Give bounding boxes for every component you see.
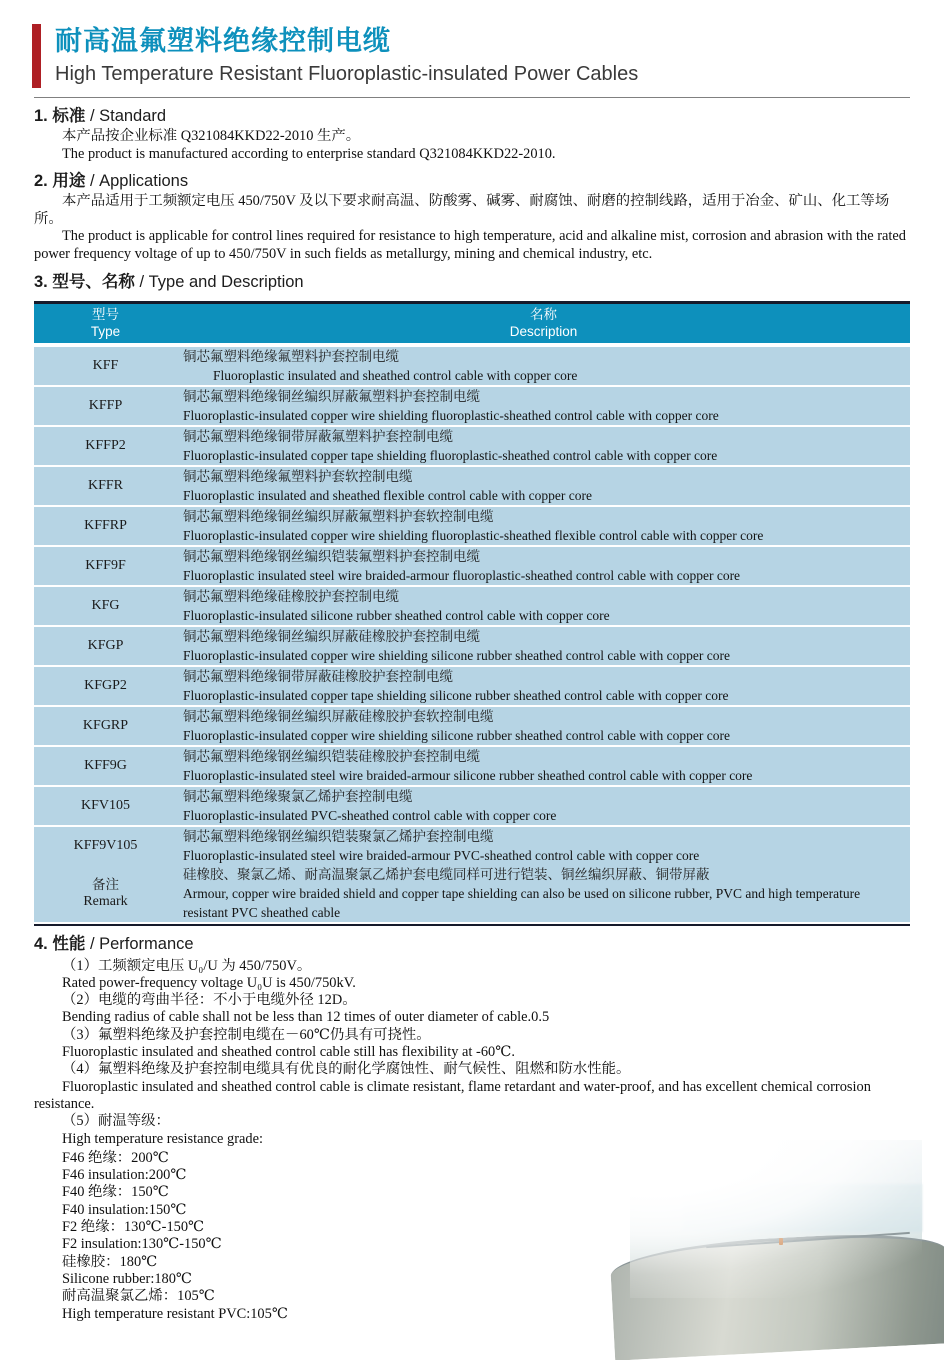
table-row [34,787,910,825]
cable-desc-en: Fluoroplastic-insulated copper wire shielding fluoroplastic-sheathed flexible control cable with copper core [183,527,764,543]
applications-text-zh: 本产品适用于工频额定电压 450/750V 及以下要求耐高温、防酸雾、碱雾、耐腐蚀、耐磨的控制线路，适用于冶金、矿山、化工等场所。 [34,193,890,227]
title-block [55,24,638,88]
cable-desc-cell [177,587,910,625]
cable-desc-cell [177,747,910,785]
cable-type: KFFP2 [85,438,126,454]
page-title-en: High Temperature Resistant Fluoroplastic-insulated Power Cables [55,63,639,85]
cable-type: KFGP [87,638,124,654]
cable-desc-zh: 铜芯氟塑料绝缘硅橡胶护套控制电缆 [183,588,399,604]
type-description-table [34,301,910,926]
page-header [32,24,910,88]
cable-type: KFGRP [82,718,129,734]
table-header-type-zh: 型号 [92,306,119,322]
remark-label-en: Remark [83,894,128,910]
cable-desc-en: Fluoroplastic insulated and sheathed flexible control cable with copper core [183,487,592,503]
cable-type-cell [34,427,177,465]
temperature-grade-line: 硅橡胶：180℃ [62,1253,158,1270]
heading-en: / Standard [85,107,167,125]
table-header-type-en: Type [90,323,121,339]
cable-type: KFF9G [84,758,127,774]
cable-type: KFGP2 [84,678,127,694]
cable-desc-zh: 铜芯氟塑料绝缘钢丝编织铠装硅橡胶护套控制电缆 [183,748,480,764]
performance-item-zh: （4）氟塑料绝缘及护套控制电缆具有优良的耐化学腐蚀性、耐气候性、阻燃和防水性能。 [62,1061,631,1078]
section-applications-heading [34,169,910,193]
cable-type-cell [34,587,177,625]
table-header-row [34,304,910,343]
cable-type-cell [34,507,177,545]
cable-desc-zh: 铜芯氟塑料绝缘铜丝编织屏蔽硅橡胶护套软控制电缆 [183,708,494,724]
temperature-grade-line: F40 insulation:150℃ [62,1201,187,1218]
section-applications [34,169,910,263]
performance-item-zh: （3）氟塑料绝缘及护套控制电缆在－60℃仍具有可挠性。 [62,1026,431,1043]
catalog-page [22,24,922,1322]
remark-type-cell [34,865,177,922]
table-header-description [177,306,910,340]
cable-type: KFV105 [80,798,130,814]
cable-desc-en: Fluoroplastic-insulated PVC-sheathed control cable with copper core [183,807,557,823]
remark-label-zh: 备注 [92,877,119,893]
performance-grades [34,1150,910,1323]
section-performance-heading [34,932,910,956]
cable-desc-en: Fluoroplastic insulated steel wire braided-armour fluoroplastic-sheathed control cable with copper core [183,567,741,583]
table-header-type [34,306,177,340]
temperature-grade-line: F46 insulation:200℃ [62,1167,187,1184]
cable-type-cell [34,547,177,585]
standard-text-en: The product is manufactured according to enterprise standard Q321084KKD22-2010. [62,145,556,162]
cable-type: KFF [92,358,119,374]
cable-type: KFG [91,598,120,614]
cable-desc-cell [177,627,910,665]
performance-item-en: Bending radius of cable shall not be less than 12 times of outer diameter of cable.0.5 [62,1009,550,1026]
section-type-heading [34,270,910,294]
table-row [34,747,910,785]
cable-desc-zh: 铜芯氟塑料绝缘钢丝编织铠装聚氯乙烯护套控制电缆 [183,828,494,844]
table-row [34,467,910,505]
cable-desc-en: Fluoroplastic-insulated copper tape shielding silicone rubber sheathed control cable with copper core [183,687,729,703]
cable-type: KFFRP [84,518,127,534]
cable-desc-zh: 铜芯氟塑料绝缘钢丝编织铠装氟塑料护套控制电缆 [183,548,480,564]
table-row [34,507,910,545]
cable-desc-cell [177,387,910,425]
cable-type-cell [34,707,177,745]
table-bottom-border [34,924,910,926]
cable-desc-zh: 铜芯氟塑料绝缘铜丝编织屏蔽氟塑料护套控制电缆 [183,388,480,404]
temperature-grade-line: F2 insulation:130℃-150℃ [62,1236,222,1253]
table-row [34,387,910,425]
cable-desc-en: Fluoroplastic-insulated copper wire shielding silicone rubber sheathed control cable with copper core [183,727,730,743]
table-row [34,627,910,665]
performance-item-zh: （2）电缆的弯曲半径：不小于电缆外径 12D。 [62,992,357,1009]
performance-item-en: Fluoroplastic insulated and sheathed control cable still has flexibility at -60℃. [62,1044,515,1061]
cable-type-cell [34,627,177,665]
table-row [34,827,910,865]
applications-text-en: The product is applicable for control lines required for resistance to high temperature, acid and alkaline mist, corrosion and abrasion with the rated power frequency voltage of up to 450/750V in such fields as metallurgy, mining and chemical industry, etc. [34,228,906,262]
table-row [34,347,910,385]
header-divider [34,97,910,98]
heading-en: / Performance [85,934,194,953]
table-header-desc-zh: 名称 [530,306,557,322]
cable-desc-zh: 铜芯氟塑料绝缘聚氯乙烯护套控制电缆 [183,788,413,804]
cable-desc-cell [177,347,910,385]
temperature-grade-line: Silicone rubber:180℃ [62,1270,193,1287]
table-remark-row [34,865,910,922]
cable-desc-zh: 铜芯氟塑料绝缘铜丝编织屏蔽硅橡胶护套控制电缆 [183,628,480,644]
cable-desc-zh: 铜芯氟塑料绝缘氟塑料护套控制电缆 [183,348,399,364]
section-type-description [34,270,910,294]
table-row [34,587,910,625]
temperature-grade-line: F40 绝缘：150℃ [62,1184,169,1201]
cable-type: KFF9F [85,558,126,574]
heading-en: / Type and Description [134,272,304,291]
performance-item-en: Fluoroplastic insulated and sheathed control cable is climate resistant, flame retardant and water-proof, and has excellent chemical corrosion resistance. [34,1078,871,1112]
cable-desc-en: Fluoroplastic-insulated steel wire braided-armour PVC-sheathed control cable with copper core [183,847,700,863]
cable-desc-cell [177,427,910,465]
section-standard [34,104,910,163]
red-accent-bar [32,24,41,88]
remark-text-en: Armour, copper wire braided shield and copper tape shielding can also be used on silicone rubber, PVC and high temperature resistant PVC sheathed cable [183,885,861,920]
heading-en: / Applications [85,172,189,191]
temperature-grade-line: F46 绝缘：200℃ [62,1149,169,1166]
cable-desc-en: Fluoroplastic-insulated copper wire shielding fluoroplastic-sheathed control cable with copper core [183,407,719,423]
cable-desc-cell [177,707,910,745]
table-row [34,667,910,705]
cable-type: KFFP [88,398,123,414]
cable-desc-zh: 铜芯氟塑料绝缘氟塑料护套软控制电缆 [183,468,413,484]
cable-desc-cell [177,667,910,705]
remark-desc-cell [177,865,910,922]
cable-desc-cell [177,467,910,505]
cable-desc-en: Fluoroplastic insulated and sheathed control cable with copper core [213,367,578,383]
performance-item-en: High temperature resistance grade: [62,1130,263,1147]
cable-desc-zh: 铜芯氟塑料绝缘铜丝编织屏蔽氟塑料护套软控制电缆 [183,508,494,524]
temperature-grade-line: F2 绝缘：130℃-150℃ [62,1219,205,1236]
cable-type-cell [34,347,177,385]
cable-type-cell [34,387,177,425]
heading-zh: 4. 性能 [34,934,86,953]
table-header-desc-en: Description [509,323,578,339]
heading-zh: 3. 型号、名称 [34,272,135,291]
performance-item-zh: （1）工频额定电压 U₀/U 为 450/750V。 [62,957,312,974]
cable-type-cell [34,787,177,825]
cable-type-cell [34,467,177,505]
cable-desc-zh: 铜芯氟塑料绝缘铜带屏蔽硅橡胶护套控制电缆 [183,668,453,684]
section-performance [34,932,910,1323]
cable-type-cell [34,747,177,785]
performance-items [34,958,910,1148]
page-title-zh: 耐高温氟塑料绝缘控制电缆 [55,26,391,56]
standard-text-zh: 本产品按企业标准 Q321084KKD22-2010 生产。 [62,128,361,144]
cable-desc-en: Fluoroplastic-insulated copper tape shielding fluoroplastic-sheathed control cable with copper core [183,447,718,463]
cable-type-cell [34,667,177,705]
cable-type-cell [34,827,177,865]
temperature-grade-line: 耐高温聚氯乙烯：105℃ [62,1288,215,1305]
cable-desc-en: Fluoroplastic-insulated silicone rubber sheathed control cable with copper core [183,607,610,623]
temperature-grade-line: High temperature resistant PVC:105℃ [62,1305,288,1322]
table-row [34,547,910,585]
table-row [34,707,910,745]
cable-desc-cell [177,507,910,545]
cable-desc-cell [177,827,910,865]
cable-desc-en: Fluoroplastic-insulated copper wire shielding silicone rubber sheathed control cable with copper core [183,647,730,663]
section-standard-heading [34,104,910,128]
heading-zh: 1. 标准 [34,107,86,125]
table-body [34,347,910,865]
table-row [34,427,910,465]
cable-type: KFFR [87,478,124,494]
performance-item-en: Rated power-frequency voltage U₀U is 450/750kV. [62,974,356,991]
cable-type: KFF9V105 [73,838,138,854]
heading-zh: 2. 用途 [34,172,86,191]
performance-item-zh: （5）耐温等级： [62,1113,170,1130]
cable-desc-en: Fluoroplastic-insulated steel wire braided-armour silicone rubber sheathed control cable with copper core [183,767,753,783]
cable-desc-cell [177,547,910,585]
cable-desc-zh: 铜芯氟塑料绝缘铜带屏蔽氟塑料护套控制电缆 [183,428,453,444]
cable-desc-cell [177,787,910,825]
remark-text-zh: 硅橡胶、聚氯乙烯、耐高温聚氯乙烯护套电缆同样可进行铠装、铜丝编织屏蔽、铜带屏蔽 [183,866,710,882]
